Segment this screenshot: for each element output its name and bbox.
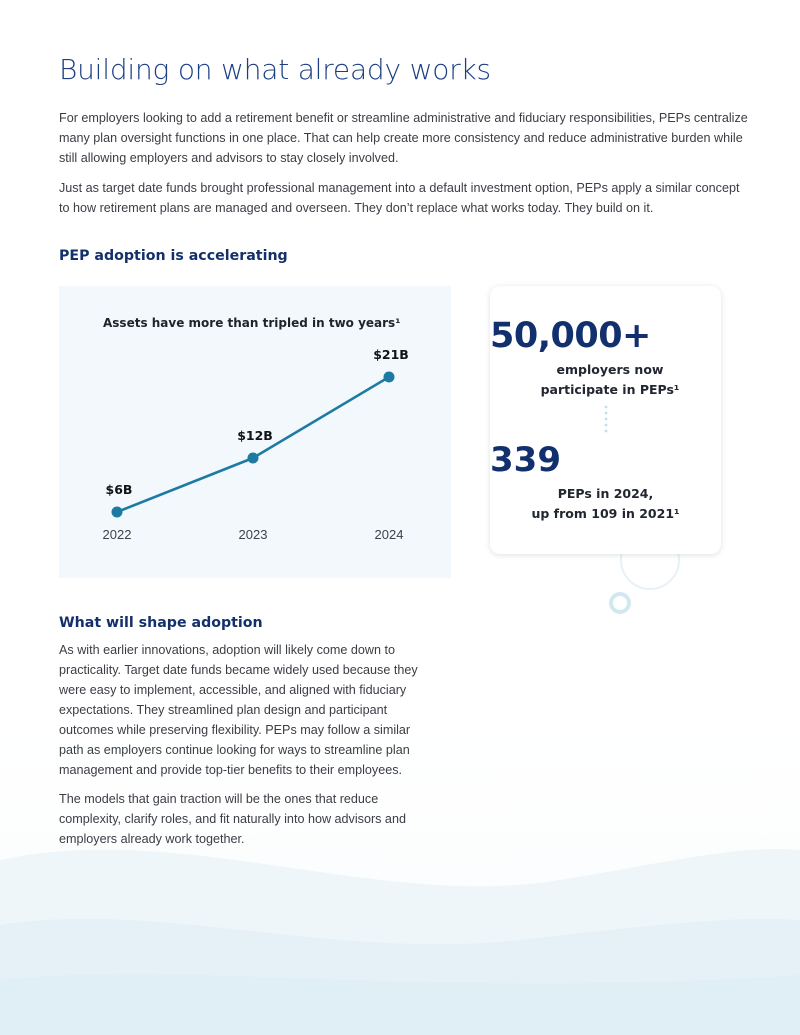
- chart-title: Assets have more than tripled in two years¹: [103, 316, 401, 330]
- data-point: [112, 507, 123, 518]
- x-tick-label: 2023: [238, 527, 268, 542]
- chart-panel: [59, 286, 451, 578]
- data-label: $21B: [373, 347, 409, 362]
- section-heading-shape-adoption: What will shape adoption: [59, 615, 263, 631]
- assets-line-chart: [59, 286, 451, 578]
- peps-stat-line1: PEPs in 2024,: [557, 486, 654, 501]
- section-heading-adoption: PEP adoption is accelerating: [59, 248, 288, 264]
- employers-stat-line2: participate in PEPs¹: [540, 382, 680, 397]
- data-label: $12B: [237, 428, 273, 443]
- peps-stat-line2: up from 109 in 2021¹: [531, 506, 680, 521]
- shape-adoption-paragraph-1: As with earlier innovations, adoption will likely come down to practicality. Target date funds became widely used because they were easy to implement, accessible, and aligned with fiduciary expectations. They streamlined plan design and participant outcomes while preserving flexibility. PEPs may follow a similar path as employers continue looking for ways to streamline plan management and provide top-tier benefits to their employees.: [59, 643, 418, 777]
- x-tick-label: 2024: [374, 527, 404, 542]
- data-label: $6B: [105, 482, 133, 497]
- employers-stat-line1: employers now: [556, 362, 664, 377]
- intro-paragraph-1: For employers looking to add a retirement benefit or streamline administrative and fiduciary responsibilities, PEPs centralize many plan oversight functions in one place. That can help create more consistency and reduce administrative burden while still allowing employers and advisors to stay closely involved.: [59, 111, 748, 165]
- employers-stat-description: [495, 360, 725, 400]
- series-line: [117, 377, 389, 512]
- page-title: Building on what already works: [59, 53, 491, 86]
- data-point: [384, 372, 395, 383]
- shape-adoption-paragraph-2: The models that gain traction will be the ones that reduce complexity, clarify roles, and fit naturally into how advisors and employers already work together.: [59, 792, 406, 846]
- peps-stat-value: 339: [490, 440, 561, 480]
- x-tick-label: 2022: [102, 527, 132, 542]
- employers-stat-value: 50,000+: [490, 316, 651, 356]
- data-point: [248, 453, 259, 464]
- intro-paragraph-2: Just as target date funds brought professional management into a default investment option, PEPs apply a similar concept to how retirement plans are managed and overseen. They don’t replace what works today. They build on it.: [59, 181, 740, 215]
- dotted-divider: [604, 405, 608, 433]
- peps-stat-description: [490, 484, 721, 524]
